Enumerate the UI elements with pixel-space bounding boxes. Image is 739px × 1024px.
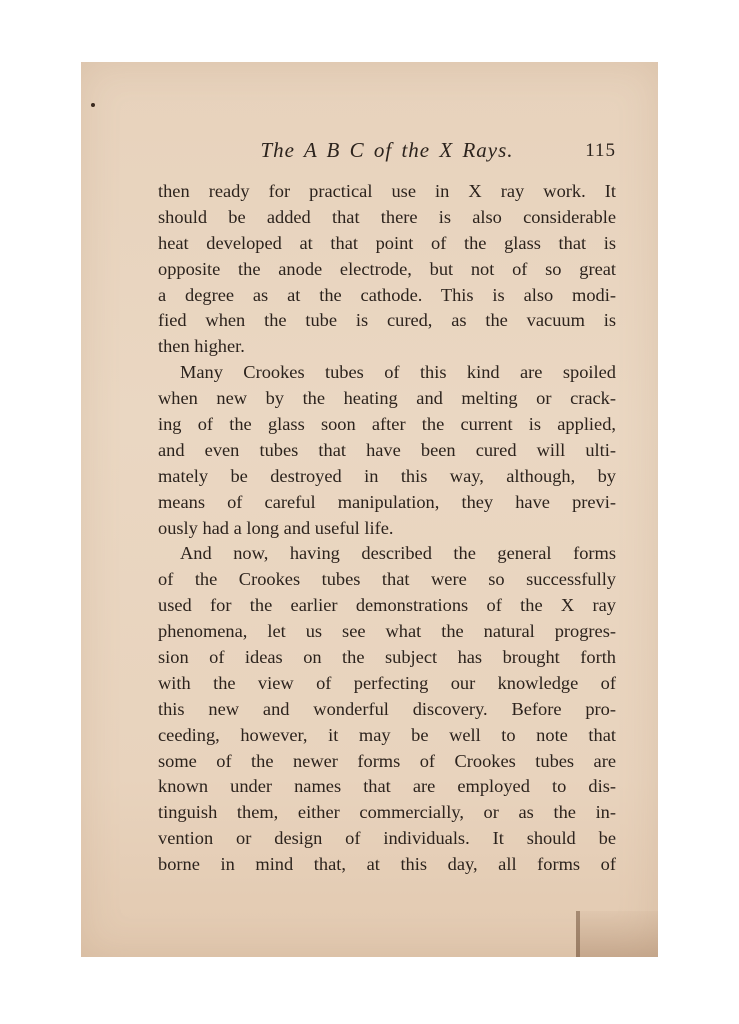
text-line: some of the newer forms of Crookes tubes are bbox=[158, 750, 616, 771]
text-line: heat developed at that point of the glass that is bbox=[158, 232, 616, 253]
text-line: with the view of perfecting our knowledge of bbox=[158, 672, 616, 693]
text-line: ously had a long and useful life. bbox=[158, 517, 394, 538]
page-corner-edge bbox=[576, 911, 580, 957]
text-line: ceeding, however, it may be well to note that bbox=[158, 724, 616, 745]
text-line: fied when the tube is cured, as the vacuum is bbox=[158, 310, 616, 331]
text-line: of the Crookes tubes that were so successfully bbox=[158, 569, 616, 590]
text-line: this new and wonderful discovery. Before pro- bbox=[158, 698, 616, 719]
text-line: means of careful manipulation, they have previ- bbox=[158, 491, 616, 512]
running-head bbox=[158, 138, 616, 166]
text-line: and even tubes that have been cured will ulti- bbox=[158, 439, 616, 460]
text-line: mately be destroyed in this way, although, by bbox=[158, 465, 616, 486]
text-line: borne in mind that, at this day, all forms of bbox=[158, 854, 616, 875]
text-line: And now, having described the general forms bbox=[180, 543, 616, 564]
text-line: then higher. bbox=[158, 336, 245, 357]
text-line: opposite the anode electrode, but not of so great bbox=[158, 258, 616, 279]
text-line: ing of the glass soon after the current is applied, bbox=[158, 414, 616, 435]
ink-speck bbox=[91, 103, 95, 107]
text-line: Many Crookes tubes of this kind are spoiled bbox=[180, 362, 616, 383]
page-corner-shadow bbox=[576, 911, 658, 957]
text-line: sion of ideas on the subject has brought forth bbox=[158, 647, 616, 668]
text-line: a degree as at the cathode. This is also modi- bbox=[158, 284, 616, 305]
text-line: vention or design of individuals. It should be bbox=[158, 828, 616, 849]
text-line: then ready for practical use in X ray work. It bbox=[158, 181, 616, 201]
body-text bbox=[158, 179, 616, 878]
text-line: used for the earlier demonstrations of the X ray bbox=[158, 595, 616, 616]
running-head-title: The A B C of the X Rays. bbox=[260, 138, 514, 162]
text-line: phenomena, let us see what the natural progres- bbox=[158, 621, 616, 642]
scanned-page bbox=[81, 62, 658, 957]
page-number: 115 bbox=[585, 140, 616, 161]
text-line: known under names that are employed to dis- bbox=[158, 776, 616, 797]
text-line: when new by the heating and melting or crack- bbox=[158, 388, 616, 409]
text-line: tinguish them, either commercially, or as the in- bbox=[158, 802, 616, 823]
text-line: should be added that there is also considerable bbox=[158, 206, 616, 227]
